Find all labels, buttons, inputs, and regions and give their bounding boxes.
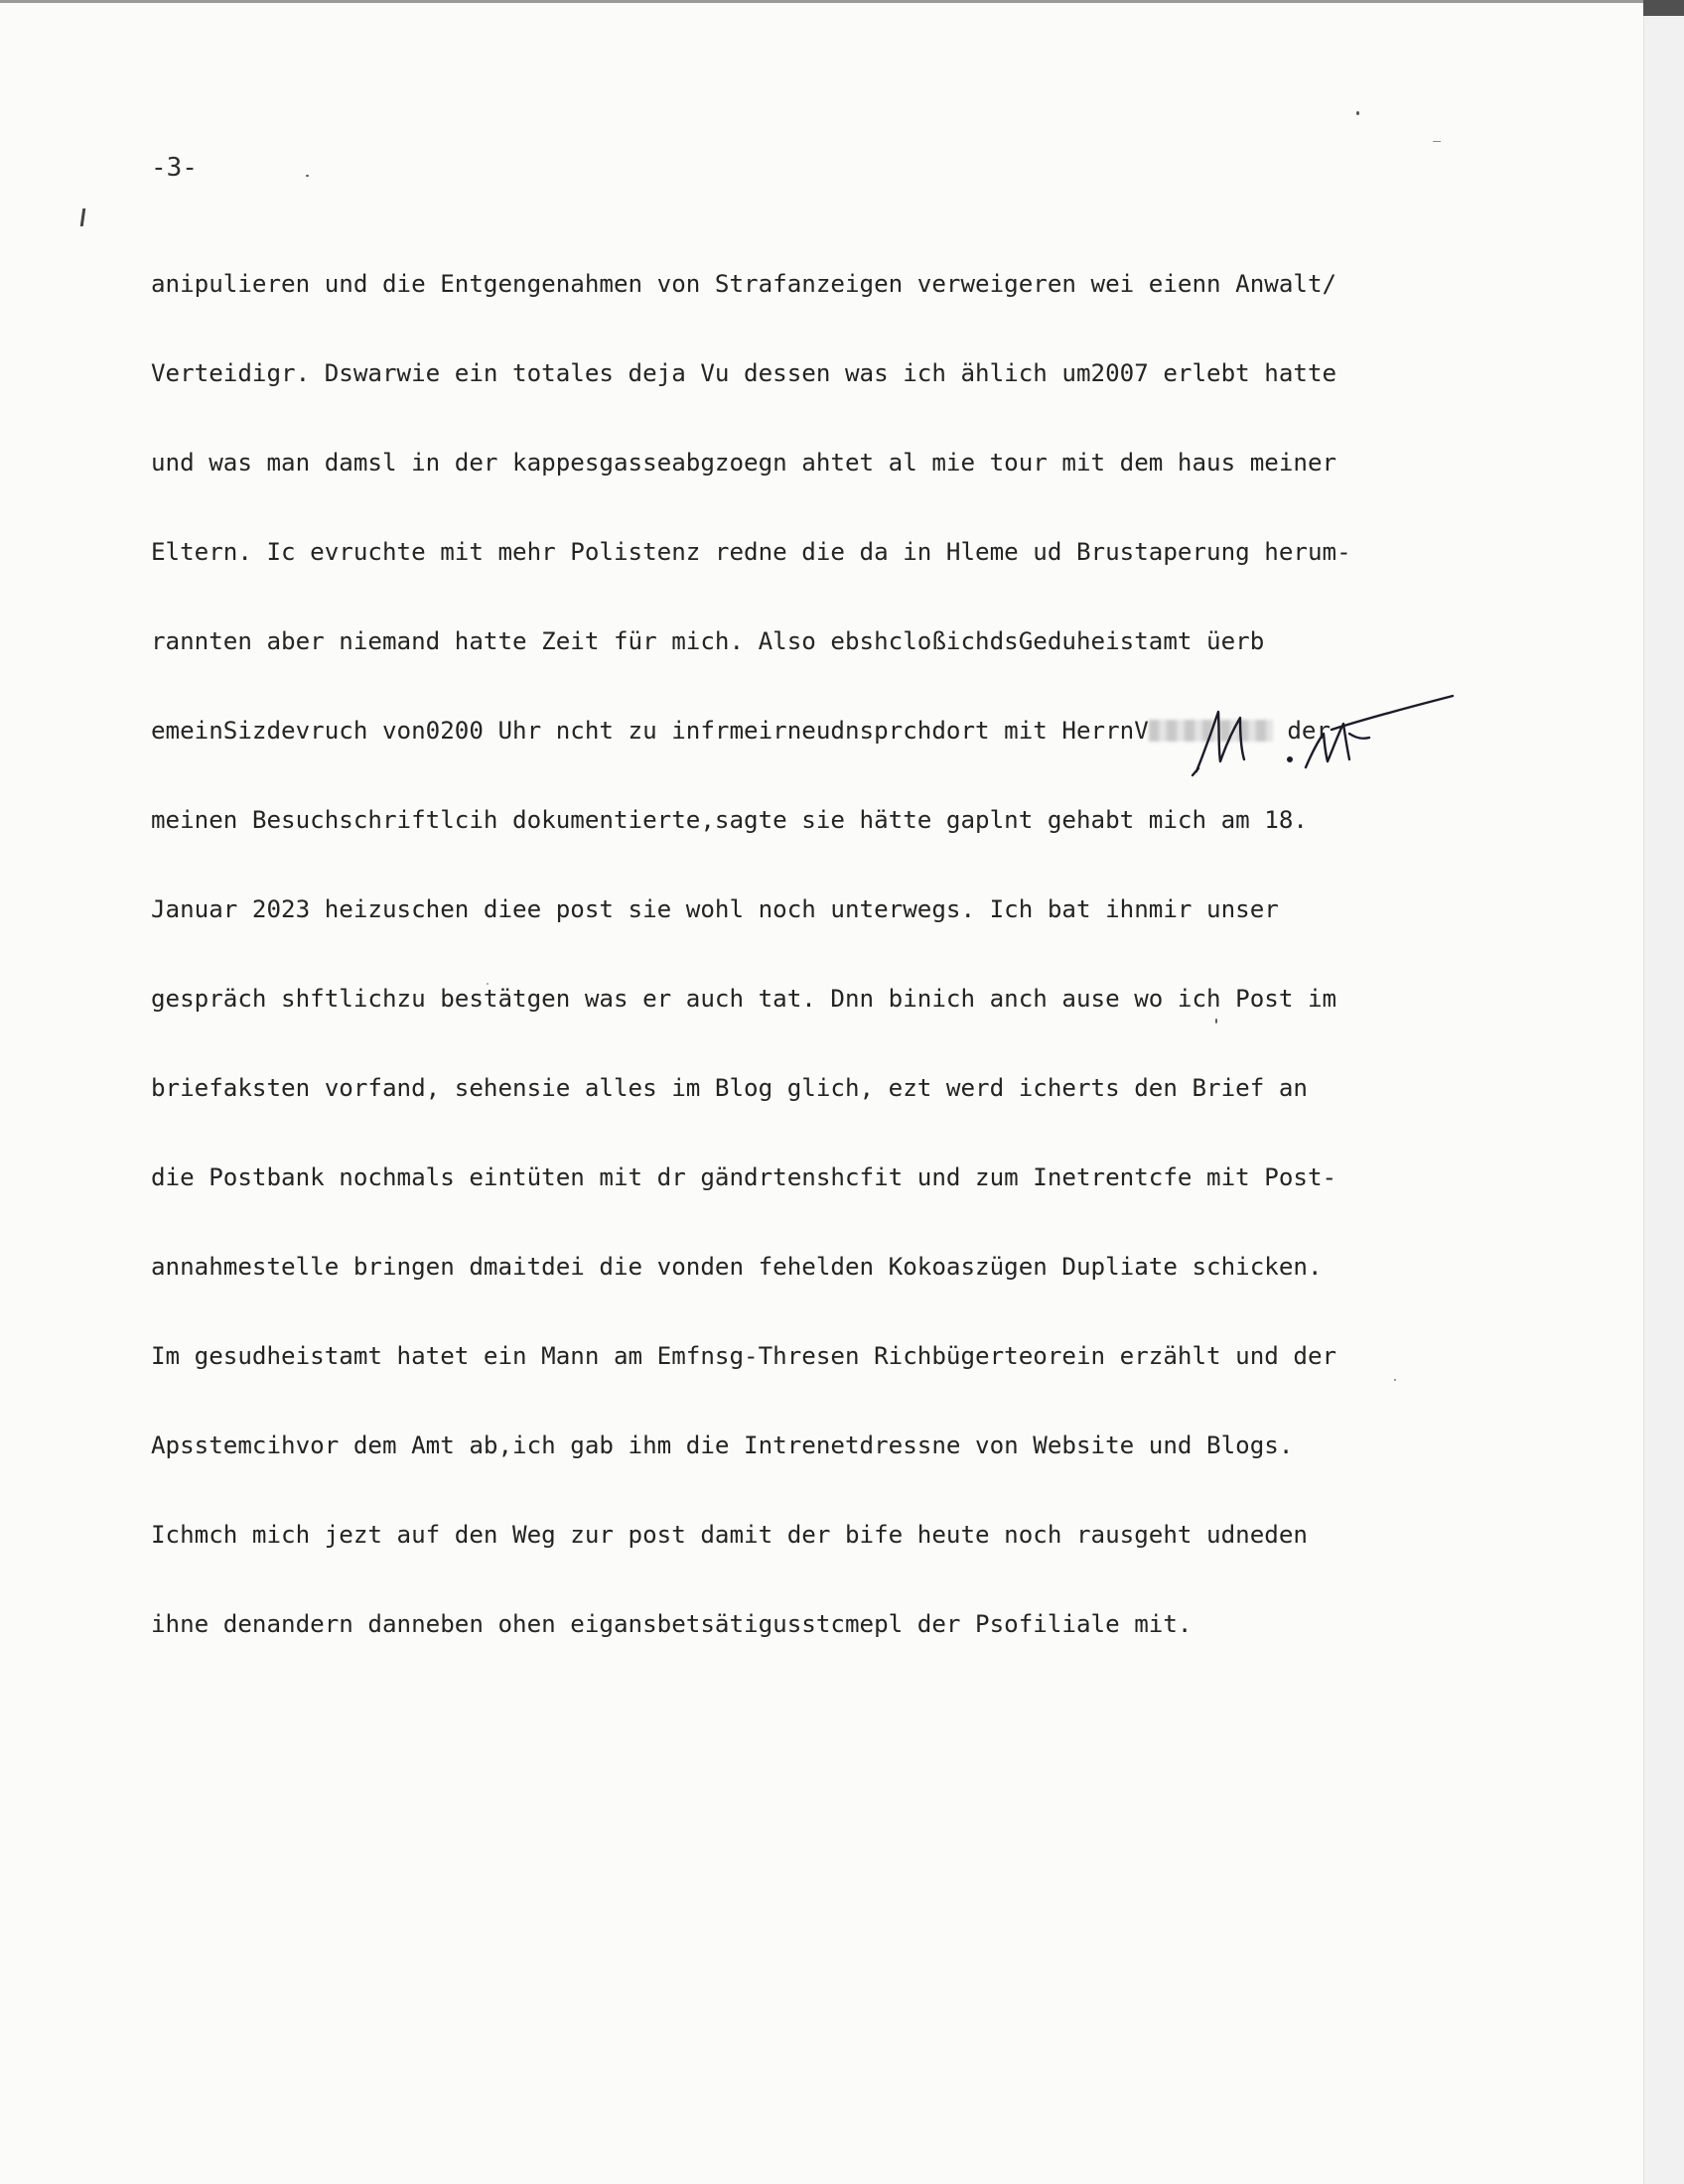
handwritten-signature: [1187, 690, 1460, 789]
text-line: gespräch shftlichzu bestätgen was er auch tat. Dnn binich anch ause wo ich Post im: [151, 985, 1337, 1013]
text-line: Apsstemcihvor dem Amt ab,ich gab ihm die Intrenetdressne von Website und Blogs.: [151, 1432, 1294, 1459]
text-line: Im gesudheistamt hatet ein Mann am Emfnsg-Thresen Richbügerteorein erzählt und der: [151, 1342, 1337, 1370]
text-line: ihne denandern danneben ohen eigansbetsätigusstcmepl der Psofiliale mit.: [151, 1610, 1193, 1638]
scan-right-border: [1643, 0, 1684, 2184]
text-line: und was man damsl in der kappesgasseabgzoegn ahtet al mie tour mit dem haus meiner: [151, 449, 1337, 477]
scan-top-edge: [0, 0, 1684, 3]
page-number: -3-: [151, 153, 198, 183]
scan-speck: [306, 175, 309, 177]
text-line: rannten aber niemand hatte Zeit für mich. Also ebshcloßichdsGeduheistamt üerb: [151, 627, 1265, 655]
text-line: die Postbank nochmals eintüten mit dr gändrtenshcfit und zum Inetrentcfe mit Post-: [151, 1163, 1337, 1191]
text-line: briefaksten vorfand, sehensie alles im Blog glich, ezt werd icherts den Brief an: [151, 1074, 1308, 1102]
text-line: Ichmch mich jezt auf den Weg zur post damit der bife heute noch rausgeht udneden: [151, 1521, 1308, 1549]
text-line: Verteidigr. Dswarwie ein totales deja Vu dessen was ich ählich um2007 erlebt hatte: [151, 359, 1337, 387]
text-line: Eltern. Ic evruchte mit mehr Polistenz redne die da in Hleme ud Brustaperung herum-: [151, 538, 1351, 566]
text-line-end: der: [1287, 717, 1332, 745]
letter-body: [151, 209, 1481, 1699]
scan-speck: [1356, 111, 1359, 115]
text-line: annahmestelle bringen dmaitdei die vonden fehelden Kokoaszügen Dupliate schicken.: [151, 1253, 1323, 1281]
text-line: Januar 2023 heizuschen diee post sie wohl noch unterwegs. Ich bat ihnmir unser: [151, 895, 1279, 923]
scan-right-corner: [1643, 0, 1684, 16]
text-line: anipulieren und die Entgengenahmen von Strafanzeigen verweigeren wei eienn Anwalt/: [151, 270, 1337, 298]
scan-speck: [1433, 141, 1441, 142]
text-line-start: emeinSizdevruch von0200 Uhr ncht zu infrmeirneudnsprchdort mit HerrnV: [151, 717, 1149, 745]
text-line: meinen Besuchschriftlcih dokumentierte,sagte sie hätte gaplnt gehabt mich am 18.: [151, 806, 1308, 834]
margin-mark: [80, 208, 86, 226]
